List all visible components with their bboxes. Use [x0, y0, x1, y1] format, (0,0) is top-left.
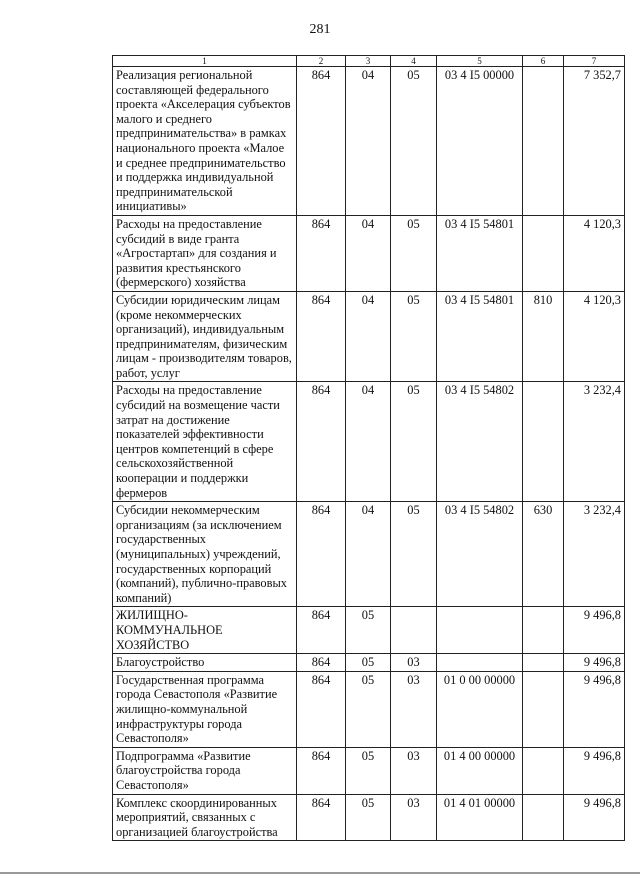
row-amount-cell: 9 496,8 [564, 671, 625, 747]
header-col-1: 1 [113, 56, 297, 67]
row-expense-type-cell [523, 382, 564, 502]
row-expense-type-cell [523, 671, 564, 747]
table-row [113, 654, 625, 672]
row-target-article-cell: 03 4 I5 54801 [437, 291, 523, 382]
row-subsection-cell: 05 [391, 502, 437, 607]
row-target-article-cell: 01 4 01 00000 [437, 794, 523, 841]
row-expense-type-cell: 630 [523, 502, 564, 607]
row-target-article-cell: 01 4 00 00000 [437, 747, 523, 794]
table-row [113, 607, 625, 654]
header-col-2: 2 [297, 56, 346, 67]
table-row [113, 671, 625, 747]
row-admin-code-cell: 864 [297, 215, 346, 291]
row-expense-type-cell [523, 215, 564, 291]
row-expense-type-cell [523, 747, 564, 794]
row-amount-cell: 9 496,8 [564, 794, 625, 841]
row-target-article-cell: 03 4 I5 54802 [437, 502, 523, 607]
row-amount-cell: 9 496,8 [564, 654, 625, 672]
page-number: 281 [309, 22, 331, 37]
row-name-cell: Реализация региональной составляющей федерального проекта «Акселерация субъектов малого и среднего предпринимательства» в рамках национального проекта «Малое и среднее предпринимательство и поддержка индивидуальной предпринимательской инициативы» [113, 67, 297, 216]
row-section-cell: 04 [346, 215, 391, 291]
row-name-cell: Государственная программа города Севастополя «Развитие жилищно-коммунальной инфраструктуры города Севастополя» [113, 671, 297, 747]
row-name-cell: Субсидии некоммерческим организациям (за исключением государственных (муниципальных) учреждений, государственных корпораций (компаний), публично-правовых компаний) [113, 502, 297, 607]
row-section-cell: 04 [346, 67, 391, 216]
row-name-cell: Комплекс скоординированных мероприятий, связанных с организацией благоустройства [113, 794, 297, 841]
row-admin-code-cell: 864 [297, 607, 346, 654]
row-expense-type-cell: 810 [523, 291, 564, 382]
row-amount-cell: 7 352,7 [564, 67, 625, 216]
row-name-cell: Расходы на предоставление субсидий в виде гранта «Агростартап» для создания и развития крестьянского (фермерского) хозяйства [113, 215, 297, 291]
row-subsection-cell: 05 [391, 382, 437, 502]
header-col-7: 7 [564, 56, 625, 67]
row-expense-type-cell [523, 654, 564, 672]
row-amount-cell: 9 496,8 [564, 747, 625, 794]
row-subsection-cell: 05 [391, 215, 437, 291]
table-row [113, 67, 625, 216]
table-row [113, 794, 625, 841]
row-amount-cell: 4 120,3 [564, 291, 625, 382]
table-row [113, 382, 625, 502]
row-name-cell: Подпрограмма «Развитие благоустройства города Севастополя» [113, 747, 297, 794]
row-admin-code-cell: 864 [297, 502, 346, 607]
row-section-cell: 05 [346, 671, 391, 747]
row-section-cell: 04 [346, 291, 391, 382]
row-target-article-cell [437, 607, 523, 654]
row-expense-type-cell [523, 67, 564, 216]
row-subsection-cell: 03 [391, 794, 437, 841]
row-section-cell: 05 [346, 794, 391, 841]
row-name-cell: Благоустройство [113, 654, 297, 672]
scan-bottom-edge [0, 872, 640, 874]
row-target-article-cell: 03 4 I5 00000 [437, 67, 523, 216]
row-target-article-cell [437, 654, 523, 672]
row-admin-code-cell: 864 [297, 67, 346, 216]
row-subsection-cell [391, 607, 437, 654]
row-admin-code-cell: 864 [297, 671, 346, 747]
row-expense-type-cell [523, 794, 564, 841]
row-section-cell: 05 [346, 747, 391, 794]
row-target-article-cell: 03 4 I5 54802 [437, 382, 523, 502]
row-expense-type-cell [523, 607, 564, 654]
header-col-5: 5 [437, 56, 523, 67]
header-col-6: 6 [523, 56, 564, 67]
row-subsection-cell: 05 [391, 67, 437, 216]
row-section-cell: 04 [346, 382, 391, 502]
row-subsection-cell: 03 [391, 747, 437, 794]
header-col-4: 4 [391, 56, 437, 67]
row-admin-code-cell: 864 [297, 747, 346, 794]
table-row [113, 502, 625, 607]
table-row [113, 215, 625, 291]
budget-table [112, 55, 625, 841]
row-amount-cell: 3 232,4 [564, 502, 625, 607]
row-amount-cell: 3 232,4 [564, 382, 625, 502]
row-subsection-cell: 03 [391, 671, 437, 747]
row-section-cell: 04 [346, 502, 391, 607]
table-header-row [113, 56, 625, 67]
table-row [113, 291, 625, 382]
row-section-cell: 05 [346, 654, 391, 672]
row-subsection-cell: 05 [391, 291, 437, 382]
row-subsection-cell: 03 [391, 654, 437, 672]
row-admin-code-cell: 864 [297, 794, 346, 841]
row-name-cell: Субсидии юридическим лицам (кроме некоммерческих организаций), индивидуальным предпринимателям, физическим лицам - производителям товаров, работ, услуг [113, 291, 297, 382]
row-name-cell: Расходы на предоставление субсидий на возмещение части затрат на достижение показателей эффективности центров компетенций в сфере сельскохозяйственной кооперации и поддержки фермеров [113, 382, 297, 502]
row-amount-cell: 9 496,8 [564, 607, 625, 654]
row-amount-cell: 4 120,3 [564, 215, 625, 291]
row-name-cell: ЖИЛИЩНО-КОММУНАЛЬНОЕ ХОЗЯЙСТВО [113, 607, 297, 654]
row-admin-code-cell: 864 [297, 291, 346, 382]
table-row [113, 747, 625, 794]
row-section-cell: 05 [346, 607, 391, 654]
row-target-article-cell: 03 4 I5 54801 [437, 215, 523, 291]
row-admin-code-cell: 864 [297, 382, 346, 502]
row-target-article-cell: 01 0 00 00000 [437, 671, 523, 747]
row-admin-code-cell: 864 [297, 654, 346, 672]
header-col-3: 3 [346, 56, 391, 67]
